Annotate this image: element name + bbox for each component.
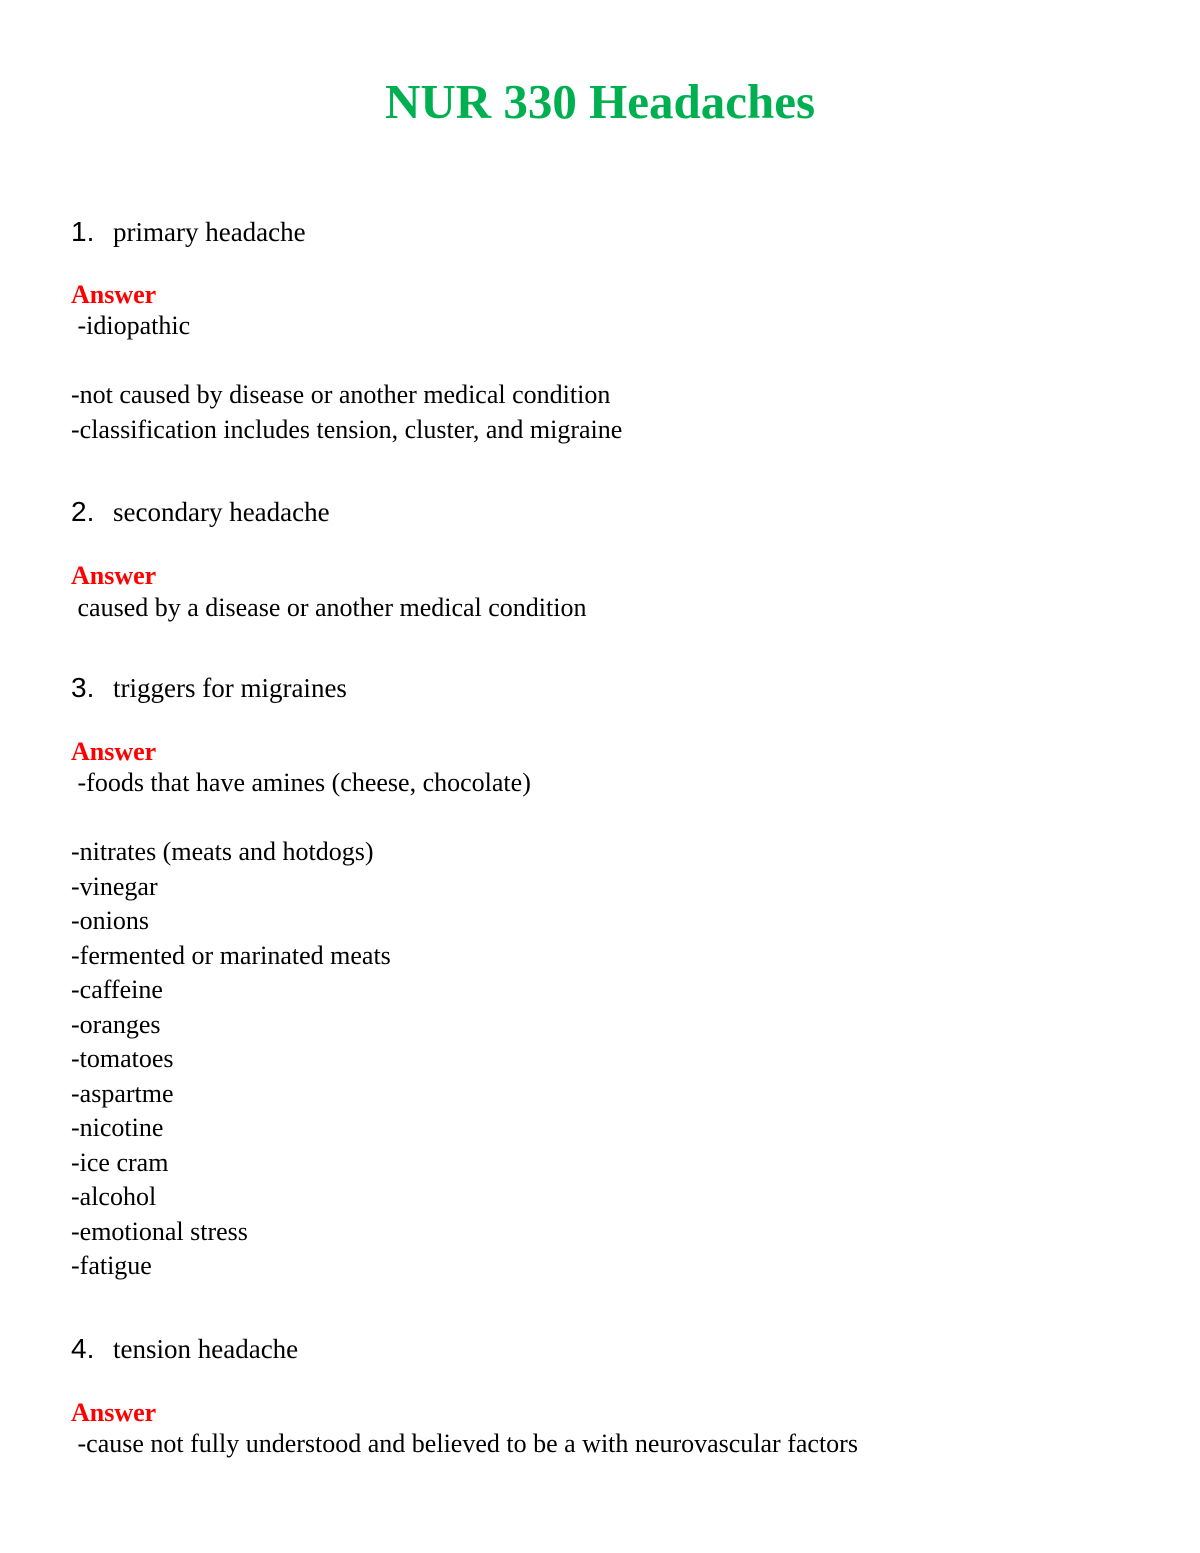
answer-line: caused by a disease or another medical condition (71, 593, 587, 622)
answer-line: -alcohol (71, 1182, 157, 1211)
answer-line: -foods that have amines (cheese, chocolate) (71, 768, 531, 797)
answer-line: -ice cram (71, 1147, 169, 1177)
question-prompt: triggers for migraines (113, 673, 347, 703)
question-number: 4. (71, 1333, 95, 1364)
answer-line: -vinegar (71, 871, 158, 901)
answer-1-lines (71, 309, 622, 447)
answer-line: -cause not fully understood and believed to be a with neurovascular factors (71, 1429, 858, 1458)
question-number: 2. (71, 496, 95, 527)
answer-line: -nitrates (meats and hotdogs) (71, 837, 374, 866)
answer-line: -nicotine (71, 1113, 164, 1142)
answer-4-lines (71, 1427, 858, 1462)
answer-2-lines (71, 591, 586, 626)
answer-line: -emotional stress (71, 1216, 248, 1246)
answer-line: -oranges (71, 1009, 161, 1039)
question-2 (71, 494, 330, 530)
answer-label: Answer (71, 280, 157, 309)
answer-line: -fermented or marinated meats (71, 940, 391, 970)
answer-line: -caffeine (71, 975, 163, 1004)
answer-line: -not caused by disease or another medical condition (71, 380, 611, 409)
question-prompt: secondary headache (113, 497, 330, 527)
answer-line (71, 801, 531, 836)
question-number: 1. (71, 216, 95, 247)
answer-3-lines (71, 766, 531, 1284)
answer-line: -classification includes tension, cluster, and migraine (71, 414, 623, 444)
answer-label: Answer (71, 737, 157, 766)
question-prompt: tension headache (113, 1334, 299, 1364)
question-prompt: primary headache (113, 217, 306, 247)
answer-label: Answer (71, 1398, 157, 1427)
answer-label: Answer (71, 561, 157, 590)
question-4 (71, 1331, 298, 1367)
answer-line: -onions (71, 906, 149, 935)
answer-line (71, 344, 622, 379)
question-number: 3. (71, 672, 95, 703)
answer-line: -aspartme (71, 1078, 174, 1108)
answer-line: -idiopathic (71, 311, 191, 340)
question-3 (71, 670, 347, 706)
answer-line: -fatigue (71, 1251, 152, 1280)
question-1 (71, 214, 306, 250)
document-title: NUR 330 Headaches (384, 74, 816, 129)
answer-line: -tomatoes (71, 1044, 174, 1073)
